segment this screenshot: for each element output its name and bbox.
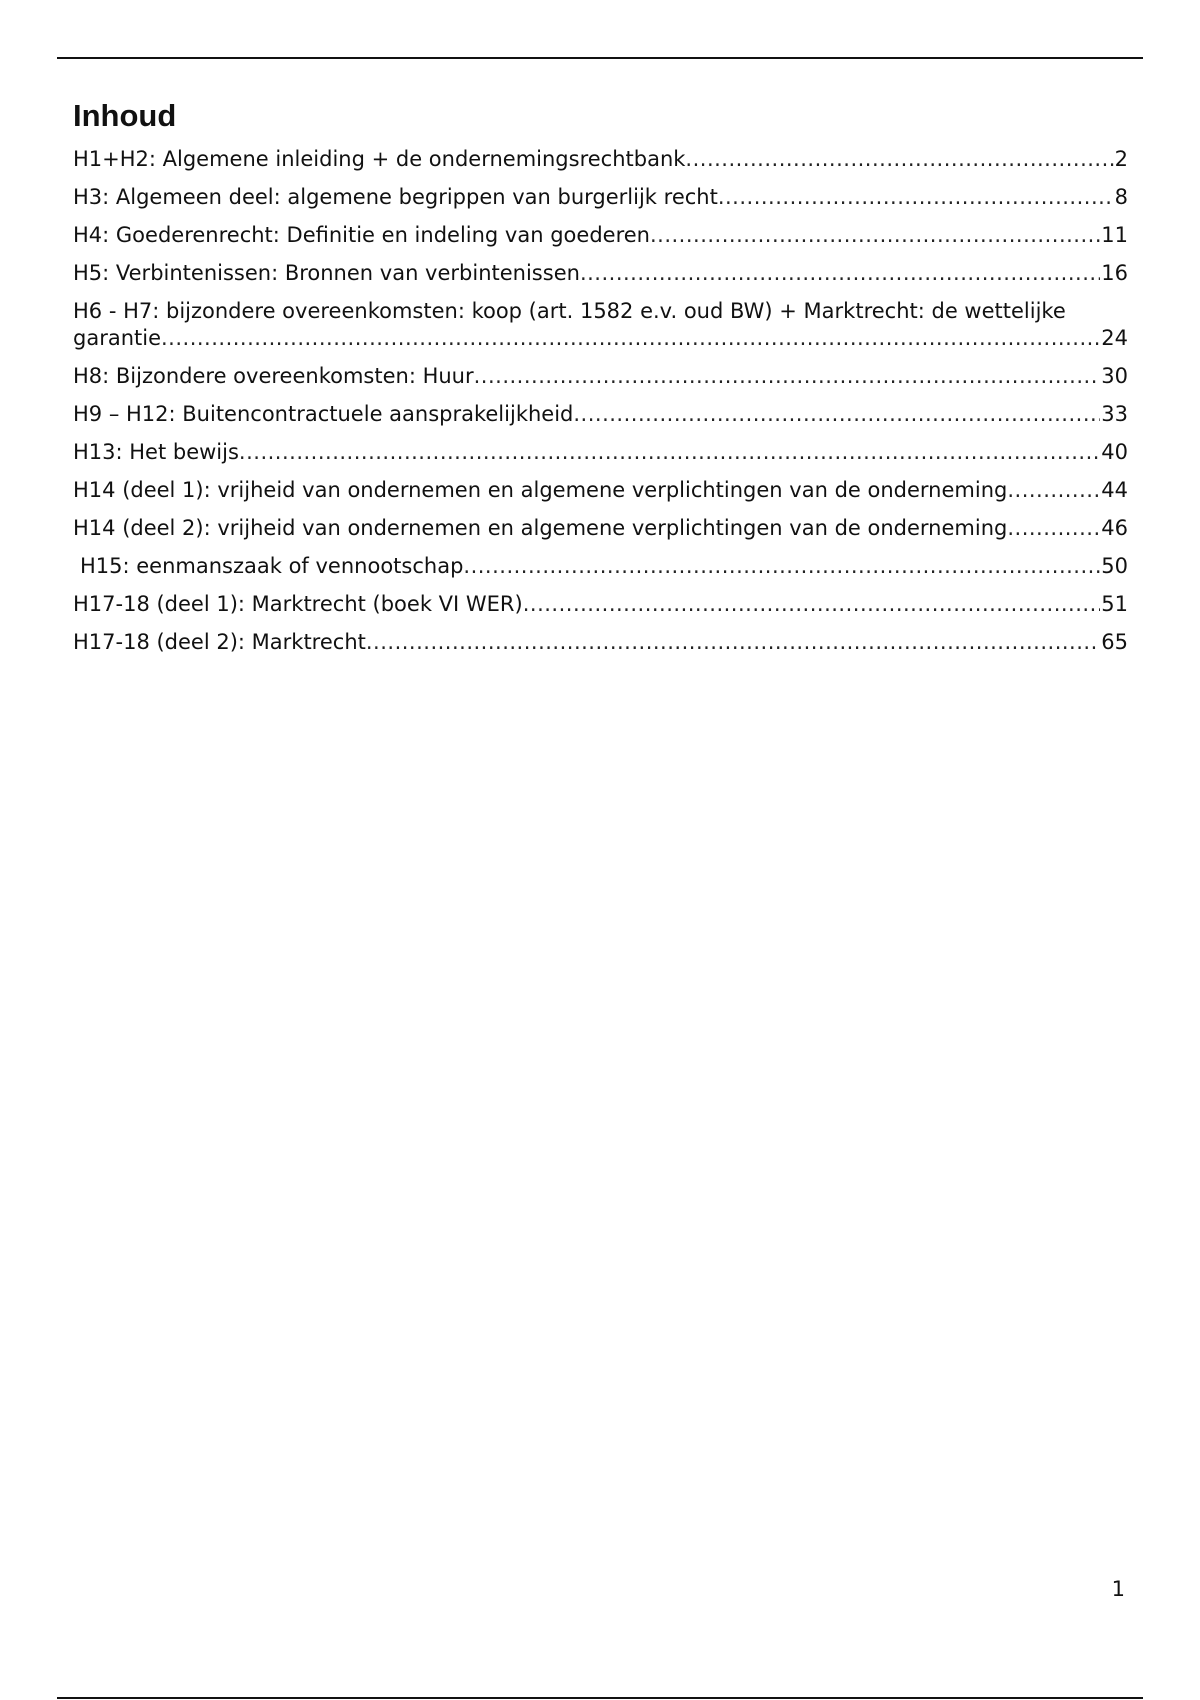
- toc-entry[interactable]: [73, 553, 1128, 580]
- toc-entry-page: 24: [1101, 326, 1128, 350]
- toc-entry-page: 40: [1101, 440, 1128, 464]
- toc-entry-page: 44: [1101, 478, 1128, 502]
- toc-entry-page: 65: [1101, 630, 1128, 654]
- toc-entry-page: 46: [1101, 516, 1128, 540]
- toc-entry-page: 16: [1101, 261, 1128, 285]
- toc-entry-label: H17-18 (deel 2): Marktrecht: [73, 630, 366, 654]
- table-of-contents: [73, 146, 1128, 667]
- toc-entry[interactable]: [73, 439, 1128, 466]
- toc-entry-page: 11: [1101, 223, 1128, 247]
- toc-dot-leader: [685, 146, 1113, 173]
- toc-dot-leader: [474, 363, 1101, 390]
- toc-entry-page: 30: [1101, 364, 1128, 388]
- toc-entry-label: H8: Bijzondere overeenkomsten: Huur: [73, 364, 474, 388]
- toc-entry-label: H14 (deel 2): vrijheid van ondernemen en algemene verplichtingen van de onderneming: [73, 516, 1008, 540]
- toc-entry[interactable]: [73, 222, 1128, 249]
- toc-dot-leader: [1007, 477, 1100, 504]
- toc-entry[interactable]: [73, 298, 1128, 352]
- toc-entry-label: H3: Algemeen deel: algemene begrippen van burgerlijk recht: [73, 185, 718, 209]
- toc-entry-label: H17-18 (deel 1): Marktrecht (boek VI WER): [73, 592, 523, 616]
- toc-dot-leader: [573, 401, 1100, 428]
- toc-dot-leader: [463, 553, 1100, 580]
- header-rule: [57, 57, 1143, 59]
- toc-entry-label: H13: Het bewijs: [73, 440, 239, 464]
- toc-entry[interactable]: [73, 401, 1128, 428]
- toc-entry[interactable]: [73, 477, 1128, 504]
- toc-entry-page: 51: [1101, 592, 1128, 616]
- toc-entry-page: 2: [1114, 147, 1128, 171]
- toc-dot-leader: [239, 439, 1100, 466]
- toc-entry[interactable]: [73, 515, 1128, 542]
- toc-entry[interactable]: [73, 591, 1128, 618]
- page-title: Inhoud: [73, 98, 177, 133]
- toc-entry-label-line1: H6 - H7: bijzondere overeenkomsten: koop (art. 1582 e.v. oud BW) + Marktrecht: de wettelijke: [73, 299, 1066, 323]
- toc-entry[interactable]: [73, 184, 1128, 211]
- footer-rule: [57, 1697, 1143, 1699]
- toc-dot-leader: [650, 222, 1100, 249]
- toc-dot-leader: [1007, 515, 1100, 542]
- toc-entry-page: 8: [1114, 185, 1128, 209]
- toc-dot-leader: [580, 260, 1100, 287]
- toc-entry-label: H14 (deel 1): vrijheid van ondernemen en algemene verplichtingen van de onderneming: [73, 478, 1008, 502]
- toc-entry-label: garantie: [73, 326, 161, 350]
- toc-entry-label: H4: Goederenrecht: Definitie en indeling van goederen: [73, 223, 650, 247]
- page-number: 1: [1111, 1577, 1125, 1601]
- toc-dot-leader: [161, 325, 1100, 352]
- toc-dot-leader: [523, 591, 1101, 618]
- toc-entry-label: H5: Verbintenissen: Bronnen van verbintenissen: [73, 261, 580, 285]
- toc-entry-label: H9 – H12: Buitencontractuele aansprakelijkheid: [73, 402, 574, 426]
- toc-entry[interactable]: [73, 363, 1128, 390]
- toc-entry-page: 33: [1101, 402, 1128, 426]
- toc-dot-leader: [718, 184, 1114, 211]
- toc-entry[interactable]: [73, 146, 1128, 173]
- toc-entry-label: H15: eenmanszaak of vennootschap: [80, 554, 464, 578]
- toc-entry[interactable]: [73, 629, 1128, 656]
- toc-entry-label: H1+H2: Algemene inleiding + de ondernemingsrechtbank: [73, 147, 686, 171]
- toc-entry[interactable]: [73, 260, 1128, 287]
- toc-dot-leader: [366, 629, 1100, 656]
- toc-entry-page: 50: [1101, 554, 1128, 578]
